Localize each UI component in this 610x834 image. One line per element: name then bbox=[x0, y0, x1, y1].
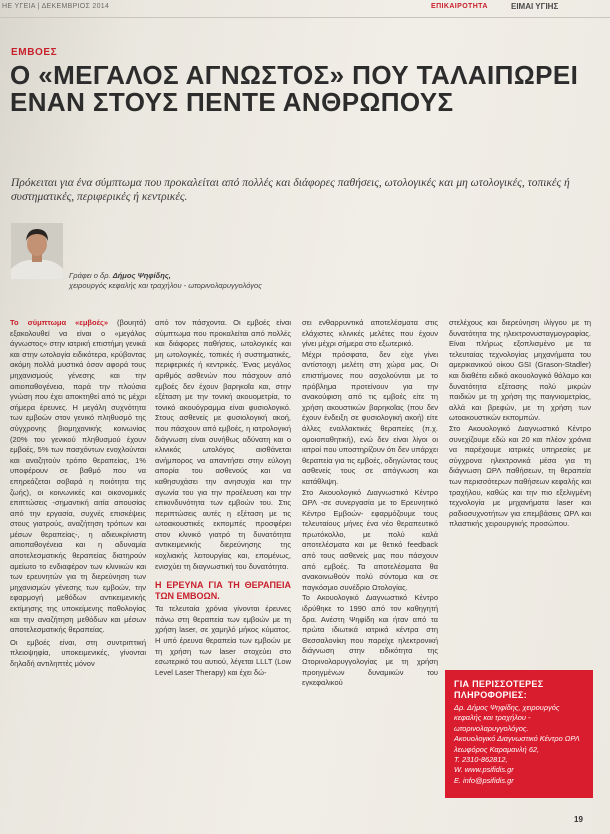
article-column-2 bbox=[155, 318, 291, 678]
byline-author: Δήμος Ψηφίδης, bbox=[112, 271, 171, 280]
article-headline: Ο «ΜΕΓΑΛΟΣ ΑΓΝΩΣΤΟΣ» ΠΟΥ ΤΑΛΑΙΠΩΡΕΙ ΕΝΑΝ ΣΤΟΥΣ ΠΕΝΤΕ ΑΝΘΡΩΠΟΥΣ bbox=[10, 60, 579, 117]
paragraph: από τον πάσχοντα. Οι εμβοές είναι σύμπτωμα που προκαλείται από πολλές και διάφορες παθήσεις, ωτολογικές και μη ωτολογικές, τοπικές ή συστηματικές, περιφερικές ή κεντρικές. Ένας μεγάλος αριθμός ασθενών που πάσχουν από εμβοές δεν έχουν βαρηκοΐα και, στην εξέταση με την τονική ακουομετρία, το τονικό ακουόγραμμα είναι φυσιολογικό. Στους ασθενείς με φυσιολογική ακοή, που πάσχουν από εμβοές, η ιατρολογική διάγνωση είναι συνήθως αδύνατη και ο κλινικός ωτολόγος αισθάνεται ανήμπορος να απαντήσει στην εύλογη απορία του ασθενούς και να καθησυχάσει την ανησυχία και την αγωνία του για την προέλευση και την επικινδυνότητα των εμβοών του. Στις περιπτώσεις αυτές η εξέταση με τις ωτοακουστικές εκπομπές προσφέρει στον κλινικό γιατρό τη δυνατότητα αντικειμενικής διερεύνησης της κοχλιακής λειτουργίας και, επομένως, ενισχύει τη διαγνωστική του δυνατότητα. bbox=[155, 318, 291, 571]
running-header bbox=[0, 0, 610, 22]
infobox-doctor: Δρ. Δήμος Ψηφίδης, χειρουργός κεφαλής και τραχήλου - ωτορινολαρυγγολόγος. bbox=[454, 703, 560, 733]
infobox-body bbox=[454, 703, 588, 786]
magazine-name: ΕΙΜΑΙ ΥΓΙΗΣ bbox=[511, 2, 559, 11]
issue-label: ΗΕ ΥΓΕΙΑ | ΔΕΚΕΜΒΡΙΟΣ 2014 bbox=[2, 3, 110, 10]
paragraph: Στο Ακουολογικό Διαγνωστικό Κέντρο ΩΡΛ -σε συνεργασία με το Ερευνητικό Κέντρο Εμβοών- εφαρμόζουμε τους τελευταίους μήνες ένα νέο θεραπευτικό πρωτόκολλο, με πολύ καλά αποτελέσματα και με θετικό feedback από τους ασθενείς μας που πάσχουν από εμβοές. Τα αποτελέσματα θα ανακοινωθούν πολύ σύντομα και σε παγκόσμιο συνέδριο Ωτολογίας. bbox=[302, 487, 438, 592]
paragraph: Το Ακουολογικό Διαγνωστικό Κέντρο ιδρύθηκε το 1990 από τον καθηγητή δρα. Ανέστη Ψηφίδη και ήταν από τα πρώτα ιδιωτικά ιατρικά κέντρα στη Θεσσαλονίκη που παρείχε ηλεκτρονική διάγνωση στην ειδικότητα της Ωτορινολαρυγγολογίας με τη χρήση προηγμένων δυναμικών του εγκεφαλικού bbox=[302, 593, 438, 688]
paragraph-text: (βουητά) εξακολουθεί να είναι ο «μεγάλος άγνωστος» στην ιατρική επιστήμη γενικά και στην ωτολογία ειδικότερα, κρύβοντας ακόμη πολλά μυστικά όσον αφορά τους μηχανισμούς γένεσης και την αιτιοπαθογένεια, παρά την πλούσια γνώση που έχει αποκτηθεί από τις μέχρι σήμερα έρευνες. Η μεγάλη συχνότητα των εμβοών στον γενικό πληθυσμό της σύγχρονης βιομηχανικής κοινωνίας (20% του γενικού πληθυσμού έχουν εμβοές, 5% των πασχόντων ενοχλούνται και αναζητούν τρόπο θεραπείας, 1% υποφέρουν σε βαθμό που να επηρεάζεται σοβαρά η ποιότητα της ζωής), οι κοινωνικές και οικονομικές επιπτώσεις -σημαντική αιτία απουσίας από την εργασία, συχνές επισκέψεις στους γιατρούς, αναζήτηση τρόπων και μέσων θεραπείας-, η αδιευκρίνιστη αιτιοπαθογένεια και η αδυναμία αποτελεσματικής θεραπείας διατηρούν αμείωτο το ενδιαφέρον των κλινικών και των ερευνητών για τη διερεύνηση των μηχανισμών γένεσης των εμβοών, την εφαρμογή μεθόδων αντικειμενικής εκτίμησης της υποκείμενης παθολογίας και την αναζήτηση μεθόδων και μέσων αποτελεσματικής θεραπείας. bbox=[10, 318, 146, 635]
author-portrait-icon bbox=[11, 223, 63, 279]
author-photo bbox=[11, 223, 63, 279]
article-column-4 bbox=[449, 318, 591, 530]
contact-infobox bbox=[445, 670, 593, 798]
paragraph: Μέχρι πρόσφατα, δεν είχε γίνει αντίστοιχη μελέτη στη χώρα μας. Οι επιστήμονες που ασχολούνται με το πρόβλημα προτείνουν για την ανακούφιση από τις εμβοές είτε τη χρήση ακουστικών βαρηκοΐας (που δεν έχουν ένδειξη σε φυσιολογική ακοή) είτε άλλες εναλλακτικές θεραπείες (π.χ. ομοιοπαθητική), ενώ δεν είναι λίγοι οι ιατροί που υποστηρίζουν ότι δεν υπάρχει θεραπεία για τις εμβοές, οδηγώντας τους ασθενείς τους σε απόγνωση και κατάθλιψη. bbox=[302, 349, 438, 486]
infobox-center: Ακουολογικό Διαγνωστικό Κέντρο ΩΡΛ bbox=[454, 734, 580, 744]
section-label: ΕΠΙΚΑΙΡΟΤΗΤΑ bbox=[431, 3, 488, 10]
infobox-title: ΓΙΑ ΠΕΡΙΣΣΟΤΕΡΕΣ ΠΛΗΡΟΦΟΡΙΕΣ: bbox=[454, 679, 544, 700]
paragraph: Στο Ακουολογικό Διαγνωστικό Κέντρο συνεχίζουμε εδώ και 20 και πλέον χρόνια να παρέχουμε ιατρικές υπηρεσίες με σύγχρονα ηλεκτρονικά μέσα για τη διάγνωση ΩΡΛ παθήσεων, τη θεραπεία των περισσότερων παθήσεων κεφαλής και τραχήλου, καθώς και την πιο εξελιγμένη τεχνολογία με μηχανήματα laser και ραδιοσυχνοτήτων για επεμβάσεις ΩΡΛ και πλαστικής χειρουργικής προσώπου. bbox=[449, 423, 591, 529]
infobox-website[interactable]: W. www.psifidis.gr bbox=[454, 765, 514, 775]
paragraph: Οι εμβοές είναι, στη συντριπτική πλειοψηφία, υποκειμενικές, γίνονται δηλαδή αντιληπτές μόνον bbox=[10, 637, 146, 668]
paragraph: στελέχους και διερεύνηση ιλίγγου με τη δυνατότητα της ηλεκτρονυσταγμογραφίας. Είναι πλήρως εξοπλισμένο με τα τελευταίας τεχνολογίας μηχανήματα του αμερικανικού οίκου GSI (Grason-Stadler) και διαθέτει ειδικό ακουολογικό θάλαμο και δυνατότητα εξέτασης πολύ μικρών παιδιών με τη χρήση της παιγνιομετρίας, αλλά και βρεφών, με τη χρήση των ωτοακουστικών εκπομπών. bbox=[449, 318, 591, 423]
article-column-3 bbox=[302, 318, 438, 689]
paragraph: σει ενθαρρυντικά αποτελέσματα στις ελάχιστες κλινικές μελέτες που έχουν γίνει μέχρι σήμερα στο εξωτερικό. bbox=[302, 318, 438, 349]
subheading: Η ΕΡΕΥΝΑ ΓΙΑ ΤΗ ΘΕΡΑΠΕΙΑ ΤΩΝ ΕΜΒΟΩΝ. bbox=[155, 580, 291, 602]
infobox-address: λεωφόρος Καραμανλή 62, bbox=[454, 744, 540, 754]
paragraph: Τα τελευταία χρόνια γίνονται έρευνες πάνω στη θεραπεία των εμβοών με τη χρήση laser, σε χαμηλό μήκος κύματος. Η υπό έρευνα θεραπεία των εμβοών με τη χρήση των laser στοχεύει στο εσωτερικό του αυτιού, λέγεται LLLT (Low Level Laser Therapy) και έχει δώ- bbox=[155, 604, 291, 677]
infobox-phone: Τ. 2310-862812, bbox=[454, 755, 508, 765]
page-number: 19 bbox=[574, 815, 583, 824]
infobox-email[interactable]: E. info@psifidis.gr bbox=[454, 775, 514, 785]
article-column-1 bbox=[10, 318, 146, 670]
article-standfirst: Πρόκειται για ένα σύμπτωμα που προκαλείται από πολλές και διάφορες παθήσεις, ωτολογικές και μη ωτολογικές, τοπικές ή συστηματικές, περιφερικές ή κεντρικές. bbox=[11, 177, 570, 203]
byline bbox=[69, 271, 469, 291]
header-rule bbox=[0, 17, 610, 18]
paragraph bbox=[10, 318, 146, 636]
byline-prefix: Γράφει ο δρ. bbox=[69, 271, 111, 280]
article-kicker: ΕΜΒΟΕΣ bbox=[11, 47, 58, 58]
lead-in: Το σύμπτωμα «εμβοές» bbox=[10, 318, 109, 327]
byline-role: χειρουργός κεφαλής και τραχήλου - ωτορινολαρυγγολόγος bbox=[69, 281, 262, 290]
